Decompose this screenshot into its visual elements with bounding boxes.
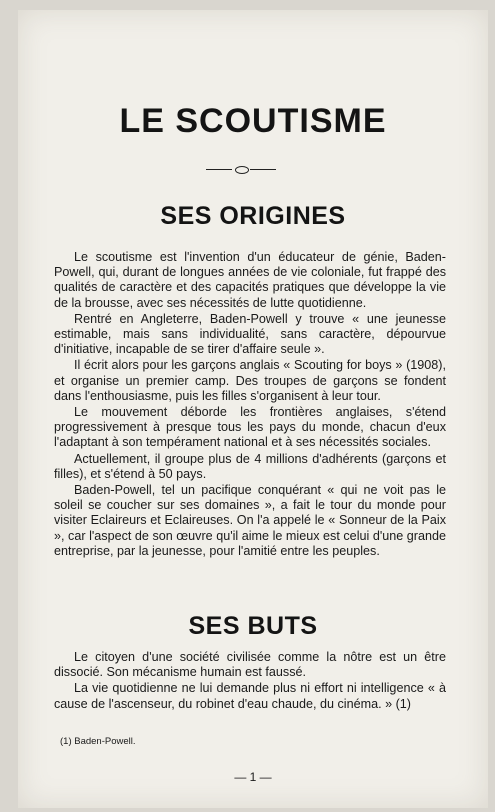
section-heading-buts: SES BUTS [188,612,318,640]
document-page [18,10,488,808]
section-body-origines [54,250,446,560]
footnote: (1) Baden-Powell. [60,736,136,747]
page-title: LE SCOUTISME [119,102,387,140]
paragraph: Baden-Powell, tel un pacifique conquérant « qui ne voit pas le soleil se coucher sur ses domaines », a fait le tour du monde pour visiter Eclaireurs et Eclaireuses. On l'a appelé le « Sonneur de la Paix », car l'aspect de son œuvre qu'il aime le mieux est celui d'une grande entreprise, par la jeunesse, pour l'amitié entre les peuples. [54,483,446,558]
paragraph: Rentré en Angleterre, Baden-Powell y trouve « une jeunesse estimable, mais sans individualité, sans caractère, dépourvue d'initiative, incapable de se tirer d'affaire seule ». [54,311,446,357]
ornament-line-left [206,169,232,170]
paragraph: La vie quotidienne ne lui demande plus ni effort ni intelligence « à cause de l'ascenseur, du robinet d'eau chaude, du cinéma. » (1) [54,681,446,711]
paragraph: Le scoutisme est l'invention d'un éducateur de génie, Baden-Powell, qui, durant de longues années de vie coloniale, fut frappé des qualités de caractère et des capacités pratiques que développe la vie de la brousse, avec ses nécessités de lutte quotidienne. [54,250,446,310]
paragraph: Le citoyen d'une société civilisée comme la nôtre est un être dissocié. Son mécanisme humain est faussé. [54,650,446,680]
title-ornament [206,166,276,174]
section-heading-origines: SES ORIGINES [160,202,346,230]
paragraph: Il écrit alors pour les garçons anglais « Scouting for boys » (1908), et organise un premier camp. Des troupes de garçons se fondent dans l'enthousiasme, puis les filles s'organisent à leur tour. [54,358,446,403]
ornament-knot-icon [235,166,249,174]
paragraph: Le mouvement déborde les frontières anglaises, s'étend progressivement à presque tous les pays du monde, chacun d'eux l'adaptant à son tempérament national et à ses nécessités sociales. [54,405,446,450]
paragraph: Actuellement, il groupe plus de 4 millions d'adhérents (garçons et filles), et s'étend à 50 pays. [54,451,446,481]
page-number: — 1 — [234,770,272,784]
ornament-line-right [250,169,276,170]
section-body-buts [54,650,446,713]
